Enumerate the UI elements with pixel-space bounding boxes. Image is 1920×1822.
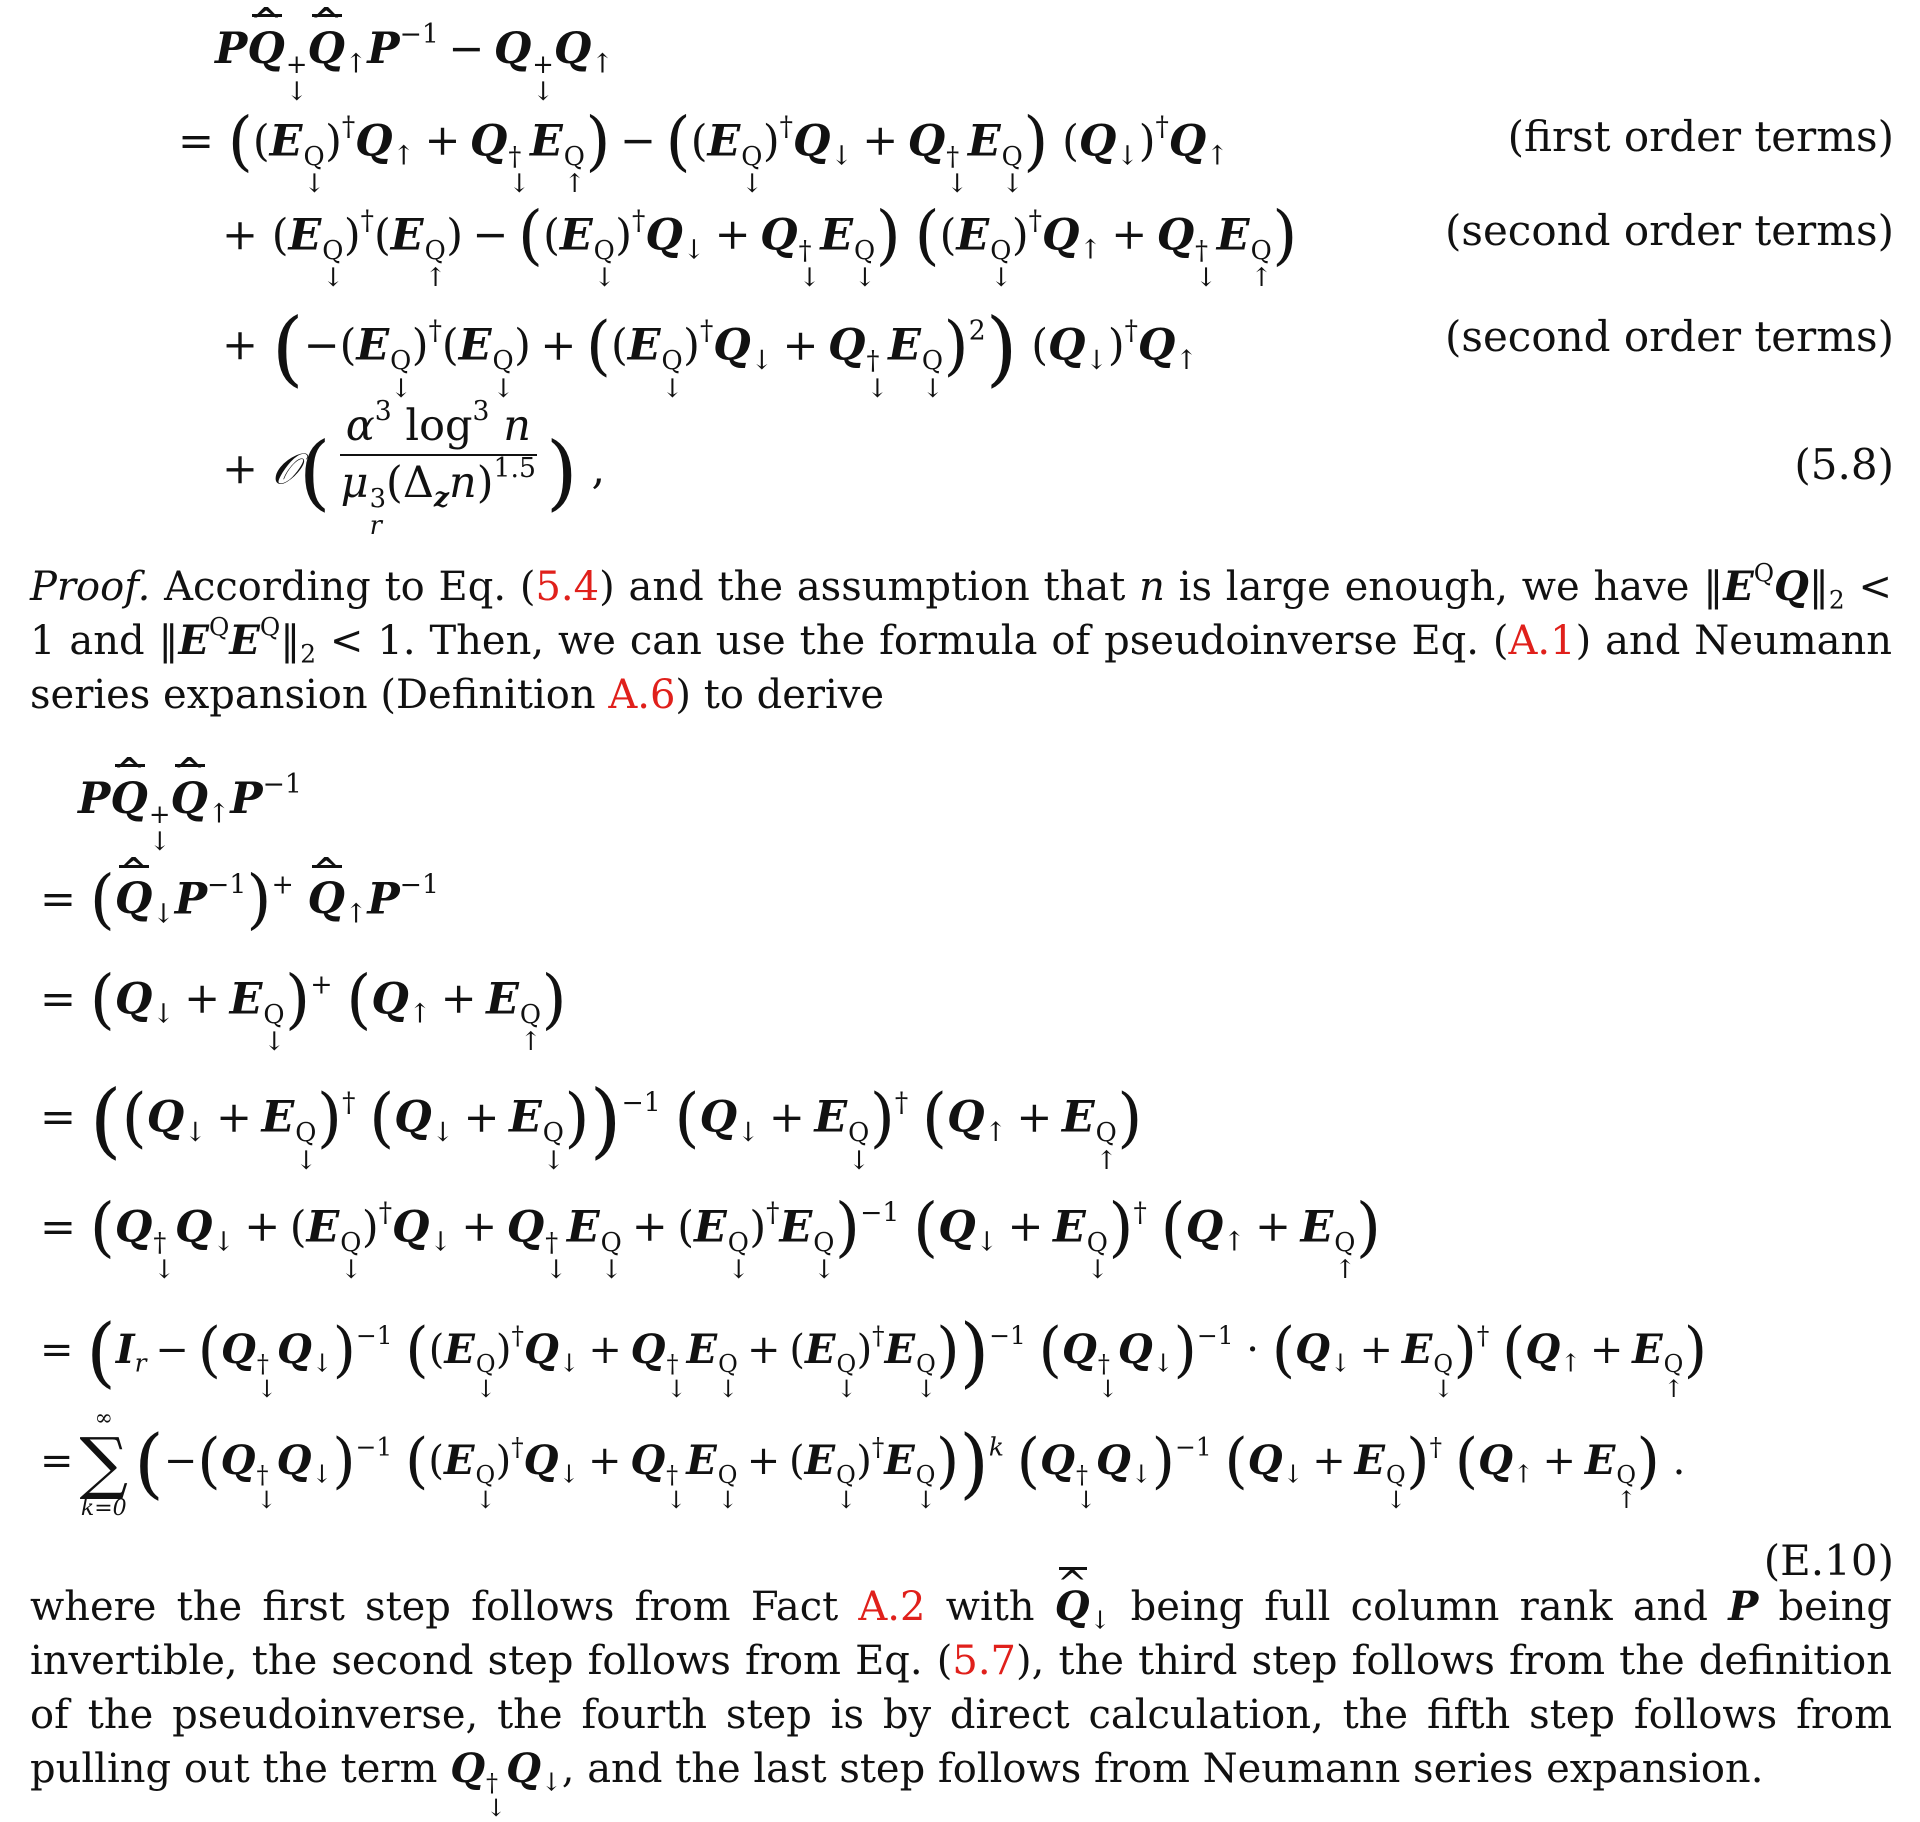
proof-text-8: ) and Neumann series expansion (Definition (30, 618, 1893, 718)
closing-paragraph: where the first step follows from Fact A.2 with Q $\^{}_↓$ being full column rank and P being invertible, the second step follows from Eq. (5.7), the third step follows from the definition of the pseudoinverse, the fourth step is by direct calculation, the fifth step follows from pulling out the term Q † ↓ $Q_↓$, and the last step follows from Neumann series expansion. (30, 1580, 1892, 1821)
eq58-line-3: + (−(E Q ↓ )†(E Q ↓ ) + ((E Q ↓ )$^\dagger Q_↓ + Q$ † ↓ E Q ↓ )$^2$) $(Q_↓)^\dagger Q_↑$ (222, 301, 1198, 404)
eq58-line-4: + 𝒪( $\alpha^3$ $\log^3 n$ μ 3 r $(\Delta_zn)^{1.5}$ ) , (222, 396, 606, 541)
ref-eq-5-4[interactable]: 5.4 (535, 564, 600, 610)
proof-text-5: < 1 and ‖ (30, 564, 1892, 664)
eqe10-line-0: PQ ^ + ↓ Q $\^{}_↑P^{-1}$ (78, 778, 302, 856)
closing-text-2: with (925, 1584, 1055, 1630)
closing-text-6: , and the last step follows from Neumann series expansion. (561, 1746, 1764, 1792)
ref-def-a-6[interactable]: A.6 (608, 672, 676, 718)
proof-text-1: According to Eq. ( (150, 564, 536, 610)
proof-text-7: < 1. Then, we can use the formula of pseudoinverse Eq. ( (316, 618, 1509, 664)
closing-text-1: where the first step follows from Fact (30, 1584, 859, 1630)
eq58-number: (5.8) (1794, 440, 1894, 489)
proof-lead: Proof. (30, 564, 151, 610)
eq58-note-first-order: (first order terms) (1507, 112, 1894, 161)
eq58-note-second-order-1: (second order terms) (1445, 206, 1894, 255)
eq58-line-0: PQ ^ + ↓ Q $\^{}_↑P^{-1} - Q$ + ↓ $Q_↑$ (215, 28, 614, 106)
ref-eq-a-1[interactable]: A.1 (1508, 618, 1576, 664)
eq58-line-1: = ((E Q ↓ )$^\dagger Q_↑ + Q$ † ↓ E Q ↑ ) − ((E Q ↓ )$^\dagger Q_↓ + Q$ † ↓ E Q ↓ ) $(Q_↓)^\dagger Q_↑$ (178, 104, 1229, 200)
closing-text-3: being full column rank and (1110, 1584, 1729, 1630)
eqe10-line-2: = ($Q_↓ + E$ Q ↓ )+ ($Q_↑ + E$ Q ↑ ) (40, 962, 567, 1058)
closing-text-4: being invertible, the second step follows from Eq. ( (30, 1584, 1892, 1684)
eqe10-line-1: = (Q $\^{}_↓P^{-1})^+$ Q $\^{}_↑P^{-1}$ (40, 868, 439, 933)
eqe10-line-5: = ($I_r - (Q$ † ↓ $Q_↓)^{-1}$ ((E Q ↓ )$^\dagger Q_↓ + Q$ † ↓ E Q ↓ + (E Q ↓ )†E Q ↓ ))$^{-1}$ (Q † ↓ $Q_↓)^{-1} \cdot (Q_↓ + E$ Q ↓ )† ($Q_↑ + E$ Q ↑ ) (40, 1307, 1708, 1404)
eq58-note-second-order-2: (second order terms) (1445, 312, 1894, 361)
proof-paragraph: Proof. According to Eq. (5.4) and the assumption that n is large enough, we have $‖E^QQ‖_2 < 1$ and $‖E^QE^Q‖_2 < 1$. Then, we can use the formula of pseudoinverse Eq. (A.1) and Neumann series expansion (Definition A.6) to derive (30, 558, 1893, 718)
var-n: n (1139, 564, 1165, 610)
eqe10-line-6: = ∞ ∑ k=0 (−(Q † ↓ $Q_↓)^{-1}$ ((E Q ↓ )$^\dagger Q_↓ + Q$ † ↓ E Q ↓ + (E Q ↓ )†E Q ↓ ))$^k$ (Q † ↓ $Q_↓)^{-1}$ ($Q_↓ + E$ Q ↓ )† ($Q_↑ + E$ Q ↑ ) . (40, 1406, 1686, 1521)
proof-text-3: is large enough, we have ‖ (1164, 564, 1724, 610)
eqe10-line-4: = (Q † ↓ $Q_↓ + (E$ Q ↓ )$^\dagger Q_↓ + Q$ † ↓ E Q ↓ + (E Q ↓ )†E Q ↓ )$^{-1}$ ($Q_↓ + E$ Q ↓ )† ($Q_↑ + E$ Q ↑ ) (40, 1190, 1382, 1286)
proof-text-6: ‖ (280, 618, 301, 664)
eqe10-number: (E.10) (1763, 1536, 1894, 1585)
ref-eq-5-7[interactable]: 5.7 (952, 1638, 1016, 1684)
proof-text-2: ) and the assumption that (599, 564, 1140, 610)
eqe10-line-3: = (($Q_↓ + E$ Q ↓ )† ($Q_↓ + E$ Q ↓ ))$^{-1}$ ($Q_↓ + E$ Q ↓ )† ($Q_↑ + E$ Q ↑ ) (40, 1073, 1143, 1176)
eq58-line-2: + (E Q ↓ )†(E Q ↑ ) − ((E Q ↓ )$^\dagger Q_↓ + Q$ † ↓ E Q ↓ ) ((E Q ↓ )$^\dagger Q_↑ + Q$ † ↓ E Q ↑ ) (222, 198, 1298, 294)
closing-text-5: ), the third step follows from the definition of the pseudoinverse, the fourth step is by direct calculation, the fifth step follows from pulling out the term (30, 1638, 1893, 1792)
proof-text-9: ) to derive (675, 672, 885, 718)
proof-text-4: ‖ (1808, 564, 1829, 610)
ref-fact-a-2[interactable]: A.2 (858, 1584, 926, 1630)
